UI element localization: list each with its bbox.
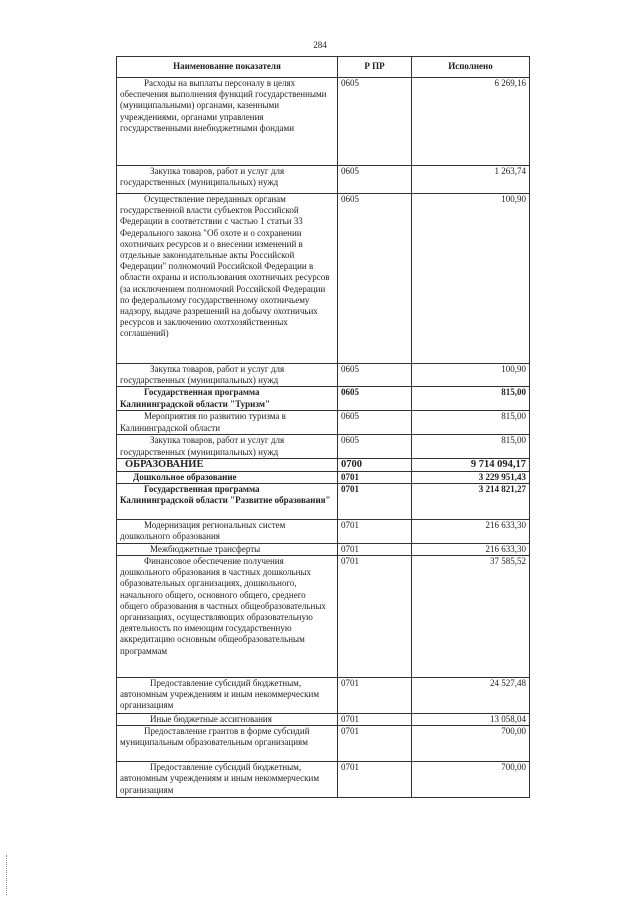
table-row: [117, 556, 530, 678]
row-code: 0701: [338, 556, 412, 678]
row-executed: 700,00: [412, 726, 530, 762]
header-code: Р ПР: [338, 57, 412, 78]
table-row: [117, 364, 530, 387]
row-name: Предоставление субсидий бюджетным, автономным учреждениям и иным некоммерческим организациям: [117, 678, 338, 714]
row-executed: 3 214 821,27: [412, 483, 530, 519]
row-executed: 700,00: [412, 762, 530, 798]
row-name: Финансовое обеспечение получения дошкольного образования в частных дошкольных образовательных организациях, дошкольного, начального общего, основного общего, среднего общего образования в частных общеобразовательных организациях, осуществляющих образовательную деятельность по имеющим государственную аккредитацию основным общеобразовательным программам: [117, 556, 338, 678]
table-row: [117, 678, 530, 714]
row-name: Осуществление переданных органам государственной власти субъектов Российской Федерации в соответствии с частью 1 статьи 33 Федерального закона "Об охоте и о сохранении охотничьих ресурсов и о внесении изменений в отдельные законодательные акты Российской Федерации" полномочий Российской Федерации в области охраны и использования охотничьих ресурсов (за исключением полномочий Российской Федерации по федеральному государственному охотничьему надзору, выдаче разрешений на добычу охотничьих ресурсов и заключению охотхозяйственных соглашений): [117, 194, 338, 364]
row-executed: 216 633,30: [412, 519, 530, 543]
row-name: Закупка товаров, работ и услуг для государственных (муниципальных) нужд: [117, 435, 338, 459]
table-row: [117, 435, 530, 459]
row-executed: 100,90: [412, 364, 530, 387]
row-code: 0701: [338, 483, 412, 519]
table-row: [117, 194, 530, 364]
header-executed: Исполнено: [412, 57, 530, 78]
row-executed: 815,00: [412, 411, 530, 435]
row-executed: 3 229 951,43: [412, 471, 530, 483]
row-name: Иные бюджетные ассигнования: [117, 714, 338, 726]
row-name: Межбюджетные трансферты: [117, 543, 338, 555]
row-code: 0701: [338, 543, 412, 555]
header-name: Наименование показателя: [117, 57, 338, 78]
table-row: [117, 543, 530, 555]
row-name: Модернизация региональных систем дошкольного образования: [117, 519, 338, 543]
row-executed: 24 527,48: [412, 678, 530, 714]
row-code: 0700: [338, 459, 412, 471]
table-row: [117, 459, 530, 471]
row-executed: 13 058,04: [412, 714, 530, 726]
table-row: [117, 166, 530, 194]
row-name: Дошкольное образование: [117, 471, 338, 483]
page-number: 284: [313, 40, 327, 50]
table-header-row: [117, 57, 530, 78]
row-code: 0701: [338, 519, 412, 543]
row-code: 0605: [338, 194, 412, 364]
row-executed: 815,00: [412, 387, 530, 411]
row-code: 0701: [338, 762, 412, 798]
row-name: Государственная программа Калининградской области "Развитие образования": [117, 483, 338, 519]
row-executed: 815,00: [412, 435, 530, 459]
table-row: [117, 411, 530, 435]
table-row: [117, 714, 530, 726]
row-executed: 216 633,30: [412, 543, 530, 555]
table-row: [117, 726, 530, 762]
table-row: [117, 483, 530, 519]
row-name: Мероприятия по развитию туризма в Калининградской области: [117, 411, 338, 435]
row-code: 0605: [338, 411, 412, 435]
table-row: [117, 387, 530, 411]
row-code: 0701: [338, 678, 412, 714]
row-name: ОБРАЗОВАНИЕ: [117, 459, 338, 471]
row-code: 0605: [338, 435, 412, 459]
row-name: Расходы на выплаты персоналу в целях обеспечения выполнения функций государственными (муниципальными) органами, казенными учреждениями, органами управления государственными внебюджетными фондами: [117, 78, 338, 166]
row-code: 0605: [338, 387, 412, 411]
row-code: 0605: [338, 166, 412, 194]
row-executed: 6 269,16: [412, 78, 530, 166]
row-executed: 9 714 094,17: [412, 459, 530, 471]
budget-execution-table: [116, 56, 530, 798]
table-row: [117, 519, 530, 543]
row-executed: 100,90: [412, 194, 530, 364]
row-executed: 1 263,74: [412, 166, 530, 194]
row-code: 0701: [338, 726, 412, 762]
table-row: [117, 762, 530, 798]
row-code: 0605: [338, 78, 412, 166]
row-executed: 37 585,52: [412, 556, 530, 678]
row-name: Государственная программа Калининградской области "Туризм": [117, 387, 338, 411]
row-name: Закупка товаров, работ и услуг для государственных (муниципальных) нужд: [117, 166, 338, 194]
margin-scan-marks: [6, 855, 9, 895]
table-row: [117, 78, 530, 166]
row-name: Предоставление грантов в форме субсидий муниципальным образовательным организациям: [117, 726, 338, 762]
row-code: 0605: [338, 364, 412, 387]
row-name: Предоставление субсидий бюджетным, автономным учреждениям и иным некоммерческим организациям: [117, 762, 338, 798]
row-code: 0701: [338, 714, 412, 726]
row-code: 0701: [338, 471, 412, 483]
row-name: Закупка товаров, работ и услуг для государственных (муниципальных) нужд: [117, 364, 338, 387]
table-row: [117, 471, 530, 483]
